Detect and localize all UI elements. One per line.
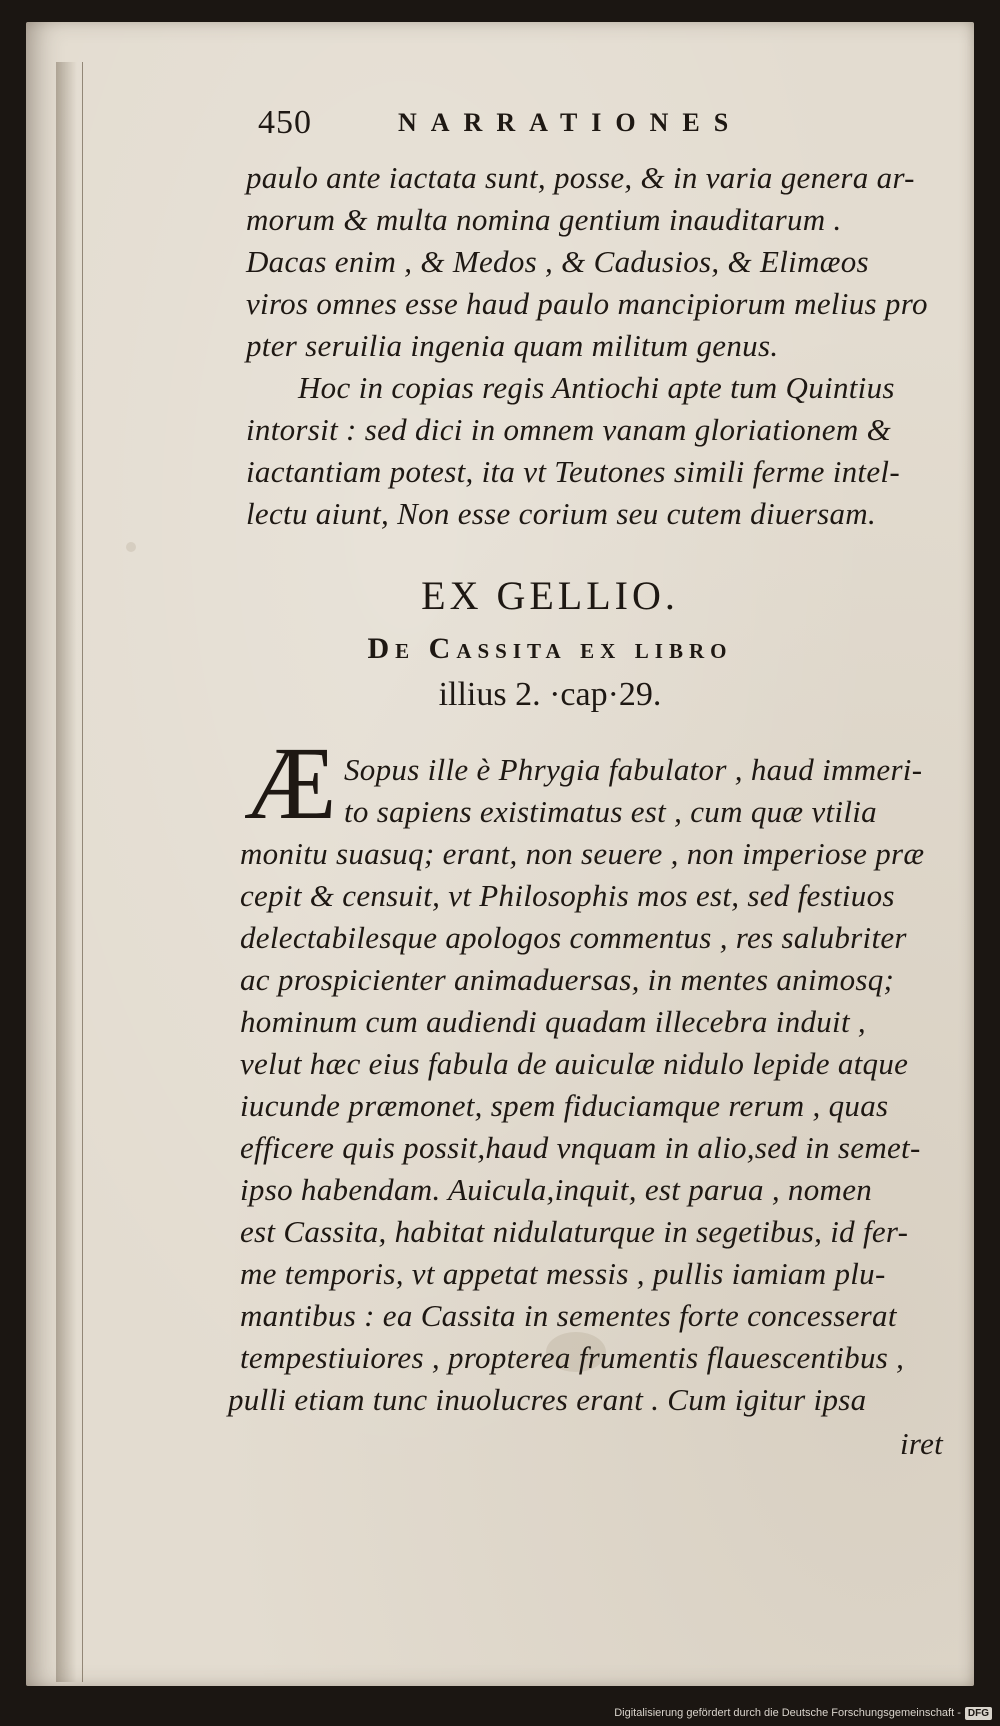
credit-text: Digitalisierung gefördert durch die Deutsche Forschungsgemeinschaft - bbox=[614, 1707, 961, 1719]
text-line: pulli etiam tunc inuolucres erant . Cum igitur ipsa bbox=[228, 1382, 867, 1417]
text-line: lectu aiunt, Non esse corium seu cutem diuersam. bbox=[246, 496, 876, 531]
text-line: tempestiuiores , propterea frumentis flauescentibus , bbox=[240, 1340, 905, 1375]
text-line: iucunde præmonet, spem fiduciamque rerum , quas bbox=[240, 1088, 889, 1123]
page-edge-shadow bbox=[56, 62, 83, 1682]
text-line: iactantiam potest, ita vt Teutones simili ferme intel- bbox=[246, 454, 900, 489]
text-line: paulo ante iactata sunt, posse, & in varia genera ar- bbox=[246, 160, 915, 195]
text-line: Sopus ille è Phrygia fabulator , haud immeri- bbox=[344, 752, 923, 787]
dfg-logo: DFG bbox=[965, 1707, 992, 1720]
catchword: iret bbox=[900, 1426, 944, 1461]
text-line: Hoc in copias regis Antiochi apte tum Quintius bbox=[298, 370, 895, 405]
text-line: Dacas enim , & Medos , & Cadusios, & Elimæos bbox=[246, 244, 869, 279]
text-line: cepit & censuit, vt Philosophis mos est, sed festiuos bbox=[240, 878, 895, 913]
text-line: delectabilesque apologos commentus , res salubriter bbox=[240, 920, 907, 955]
text-line: me temporis, vt appetat messis , pullis iamiam plu- bbox=[240, 1256, 886, 1291]
text-line: viros omnes esse haud paulo mancipiorum melius pro bbox=[246, 286, 928, 321]
text-line: efficere quis possit,haud vnquam in alio,sed in semet- bbox=[240, 1130, 921, 1165]
drop-cap: Æ bbox=[244, 726, 337, 841]
text-line: hominum cum audiendi quadam illecebra induit , bbox=[240, 1004, 866, 1039]
text-line: ipso habendam. Auicula,inquit, est parua , nomen bbox=[240, 1172, 873, 1207]
text-line: est Cassita, habitat nidulaturque in segetibus, id fer- bbox=[240, 1214, 909, 1249]
digitization-credit bbox=[614, 1704, 992, 1722]
text-line: to sapiens existimatus est , cum quæ vtilia bbox=[344, 794, 877, 829]
section-subheading: De Cassita ex libro bbox=[367, 632, 733, 665]
section-subheading-chapter: illius 2. ·cap·29. bbox=[438, 676, 662, 713]
text-line: morum & multa nomina gentium inauditarum . bbox=[246, 202, 842, 237]
text-line: velut hæc eius fabula de auiculæ nidulo lepide atque bbox=[240, 1046, 909, 1081]
text-line: monitu suasuq; erant, non seuere , non imperiose præ bbox=[240, 836, 925, 871]
text-line: pter seruilia ingenia quam militum genus. bbox=[246, 328, 779, 363]
section-heading: EX GELLIO. bbox=[421, 573, 679, 618]
text-line: ac prospicienter animaduersas, in mentes animosq; bbox=[240, 962, 895, 997]
running-title: NARRATIONES bbox=[398, 108, 743, 137]
text-line: mantibus : ea Cassita in sementes forte concesserat bbox=[240, 1298, 897, 1333]
text-line: intorsit : sed dici in omnem vanam gloriationem & bbox=[246, 412, 891, 447]
running-head bbox=[258, 104, 818, 150]
paper-speck bbox=[126, 542, 136, 552]
page-number: 450 bbox=[258, 104, 312, 141]
